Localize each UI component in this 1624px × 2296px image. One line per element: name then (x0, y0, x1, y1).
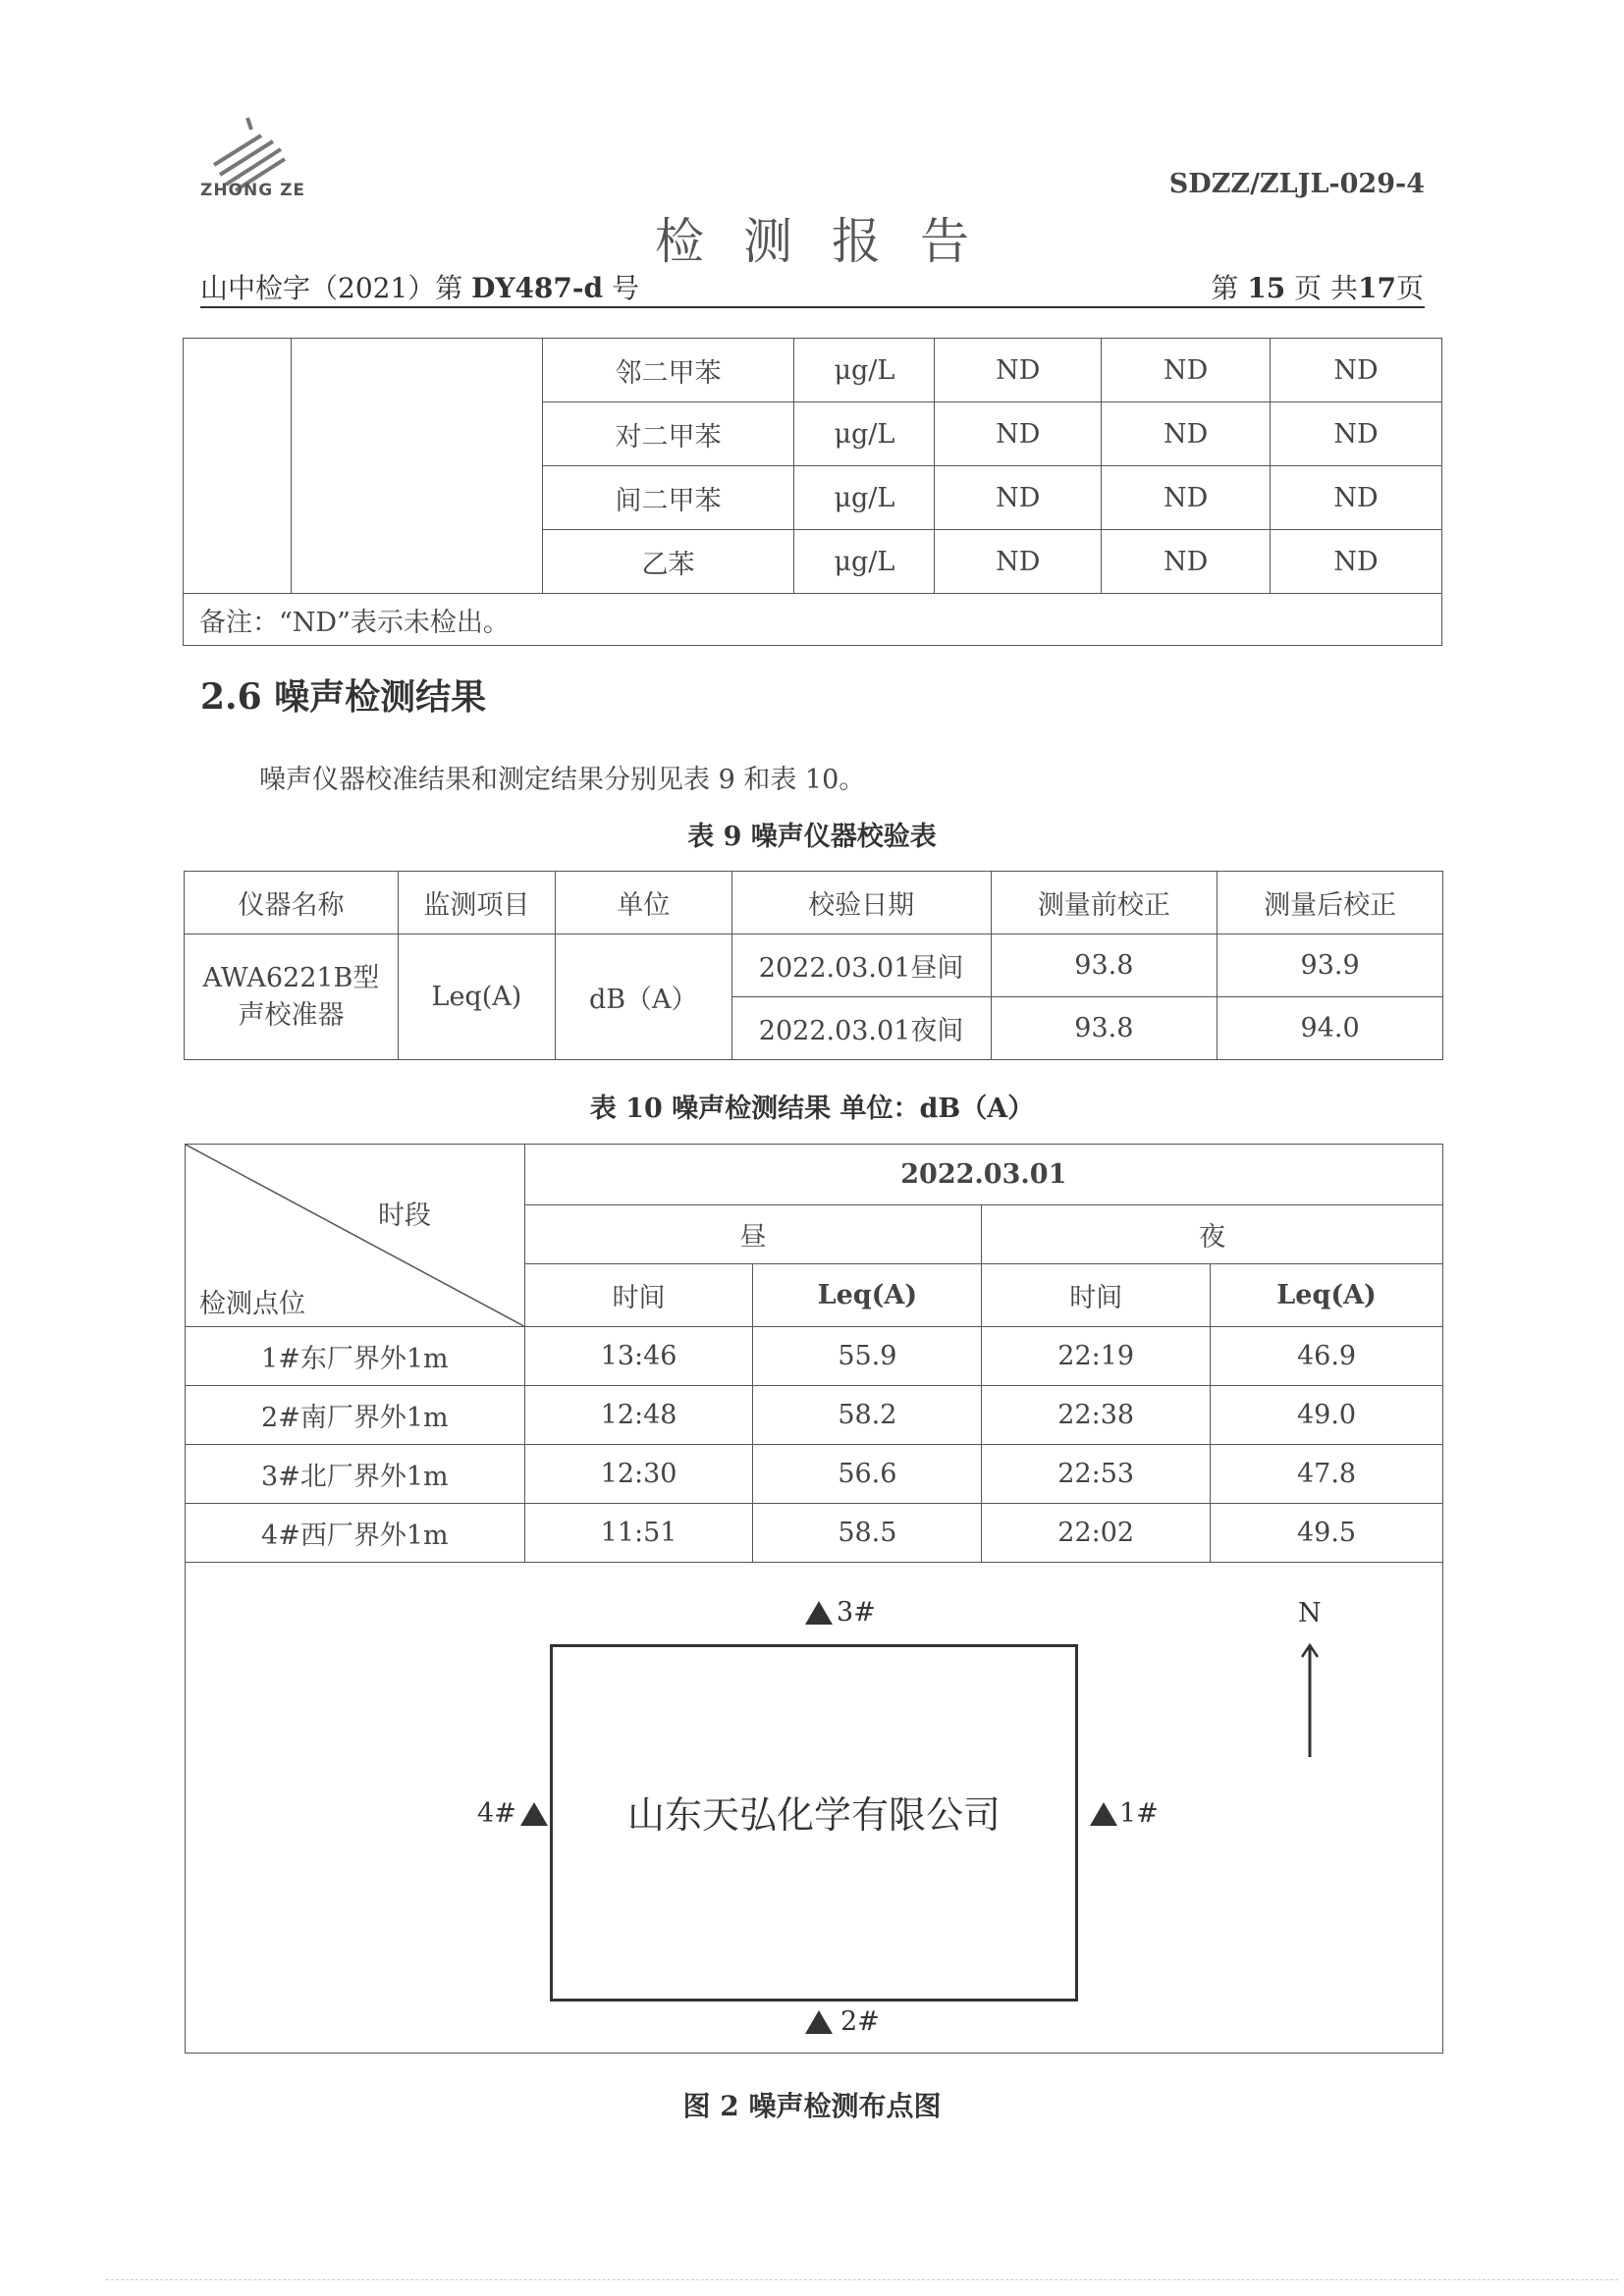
report-title: 检测报告 (655, 213, 1008, 270)
factory-name: 山东天弘化学有限公司 (626, 1793, 1001, 1837)
table-cell: 46.9 (1211, 1327, 1443, 1386)
table-cell: 2022.03.01昼间 (731, 934, 991, 997)
table-cell: μg/L (794, 402, 935, 466)
logo-text: ZHONG ZE (200, 181, 306, 200)
unit-cell: dB（A） (555, 934, 731, 1060)
marker-label: 3# (837, 1597, 876, 1628)
document-code: SDZZ/ZLJL-029-4 (1168, 169, 1425, 199)
table-row (184, 339, 1442, 402)
empty-cell (291, 339, 542, 594)
marker-2 (805, 2006, 880, 2037)
table-cell: ND (1271, 339, 1442, 402)
report-number: 山中检字（2021）第 DY487-d 号 (200, 272, 639, 304)
marker-3 (805, 1597, 876, 1628)
column-header: 测量后校正 (1218, 872, 1443, 934)
triangle-marker-icon (520, 1802, 548, 1826)
table-cell: 56.6 (753, 1445, 982, 1504)
noise-results-table (185, 1144, 1443, 1563)
column-header: 单位 (555, 872, 731, 934)
table-cell: 94.0 (1218, 997, 1443, 1060)
table-cell: 22:38 (982, 1386, 1211, 1445)
table-cell: μg/L (794, 530, 935, 594)
figure-caption: 图 2 噪声检测布点图 (682, 2090, 942, 2122)
column-header: 时间 (524, 1264, 753, 1327)
day-header: 昼 (524, 1205, 982, 1264)
instrument-calibration-table (184, 871, 1443, 1060)
table-cell: ND (935, 530, 1102, 594)
table-cell: 49.5 (1211, 1504, 1443, 1563)
diagonal-header-cell (186, 1145, 525, 1327)
point-cell: 3#北厂界外1m (186, 1445, 525, 1504)
column-header: Leq(A) (753, 1264, 982, 1327)
table-cell: 49.0 (1211, 1386, 1443, 1445)
column-header: Leq(A) (1211, 1264, 1443, 1327)
date-header: 2022.03.01 (524, 1145, 1442, 1205)
table-cell: 22:02 (982, 1504, 1211, 1563)
table-cell: ND (1271, 466, 1442, 530)
table-cell: ND (935, 466, 1102, 530)
table-cell: ND (1271, 402, 1442, 466)
table-cell: ND (935, 402, 1102, 466)
table-cell: 22:19 (982, 1327, 1211, 1386)
instrument-name: AWA6221B型声校准器 (185, 934, 399, 1060)
location-label: 检测点位 (199, 1289, 305, 1319)
point-cell: 4#西厂界外1m (186, 1504, 525, 1563)
table-cell: 58.5 (753, 1504, 982, 1563)
table-cell: ND (1102, 402, 1271, 466)
table-cell: ND (1102, 530, 1271, 594)
table-cell: 22:53 (982, 1445, 1211, 1504)
table-row (186, 1445, 1443, 1504)
table-row (185, 934, 1443, 997)
continued-results-table (183, 338, 1442, 646)
marker-1 (1090, 1798, 1159, 1829)
triangle-marker-icon (805, 1601, 833, 1625)
column-header: 时间 (982, 1264, 1211, 1327)
table-cell: μg/L (794, 466, 935, 530)
footer-divider (106, 2279, 1618, 2280)
table-cell: 47.8 (1211, 1445, 1443, 1504)
table-cell: ND (1271, 530, 1442, 594)
marker-label: 4# (477, 1798, 516, 1829)
point-cell: 2#南厂界外1m (186, 1386, 525, 1445)
table-cell: 13:46 (524, 1327, 753, 1386)
table-row (186, 1386, 1443, 1445)
table-cell: 11:51 (524, 1504, 753, 1563)
table-cell: 间二甲苯 (542, 466, 794, 530)
monitored-item: Leq(A) (398, 934, 555, 1060)
table-cell: 93.9 (1218, 934, 1443, 997)
table-cell: 12:48 (524, 1386, 753, 1445)
column-header: 仪器名称 (185, 872, 399, 934)
north-label: N (1298, 1598, 1322, 1629)
table-row (184, 594, 1442, 646)
column-header: 校验日期 (731, 872, 991, 934)
table-cell: 邻二甲苯 (542, 339, 794, 402)
empty-cell (184, 339, 292, 594)
page-number: 第 15 页 共17页 (1211, 272, 1424, 304)
table-row (186, 1504, 1443, 1563)
point-cell: 1#东厂界外1m (186, 1327, 525, 1386)
table-header-row (185, 872, 1443, 934)
section-heading: 2.6 噪声检测结果 (200, 676, 487, 718)
table-cell: 乙苯 (542, 530, 794, 594)
triangle-marker-icon (1090, 1802, 1117, 1826)
table9-caption: 表 9 噪声仪器校验表 (687, 822, 937, 852)
table-cell: 2022.03.01夜间 (731, 997, 991, 1060)
table-cell: ND (1102, 339, 1271, 402)
table-cell: 对二甲苯 (542, 402, 794, 466)
table-header-row (186, 1145, 1443, 1205)
marker-label: 1# (1119, 1798, 1159, 1829)
header-divider (200, 306, 1425, 308)
period-label: 时段 (378, 1201, 431, 1231)
table-cell: 93.8 (991, 934, 1218, 997)
marker-label: 2# (840, 2006, 880, 2037)
section-paragraph: 噪声仪器校准结果和测定结果分别见表 9 和表 10。 (259, 765, 866, 795)
table-row (186, 1327, 1443, 1386)
table-cell: ND (1102, 466, 1271, 530)
north-arrow-icon (1298, 1641, 1327, 1759)
table-cell: 55.9 (753, 1327, 982, 1386)
night-header: 夜 (982, 1205, 1443, 1264)
table-cell: μg/L (794, 339, 935, 402)
table-cell: ND (935, 339, 1102, 402)
marker-4 (477, 1798, 548, 1829)
table-cell: 12:30 (524, 1445, 753, 1504)
table-cell: 93.8 (991, 997, 1218, 1060)
table10-caption: 表 10 噪声检测结果 单位：dB（A） (589, 1094, 1035, 1124)
table-note: 备注：“ND”表示未检出。 (184, 594, 1442, 646)
table-cell: 58.2 (753, 1386, 982, 1445)
column-header: 监测项目 (398, 872, 555, 934)
column-header: 测量前校正 (991, 872, 1218, 934)
triangle-marker-icon (805, 2010, 833, 2034)
